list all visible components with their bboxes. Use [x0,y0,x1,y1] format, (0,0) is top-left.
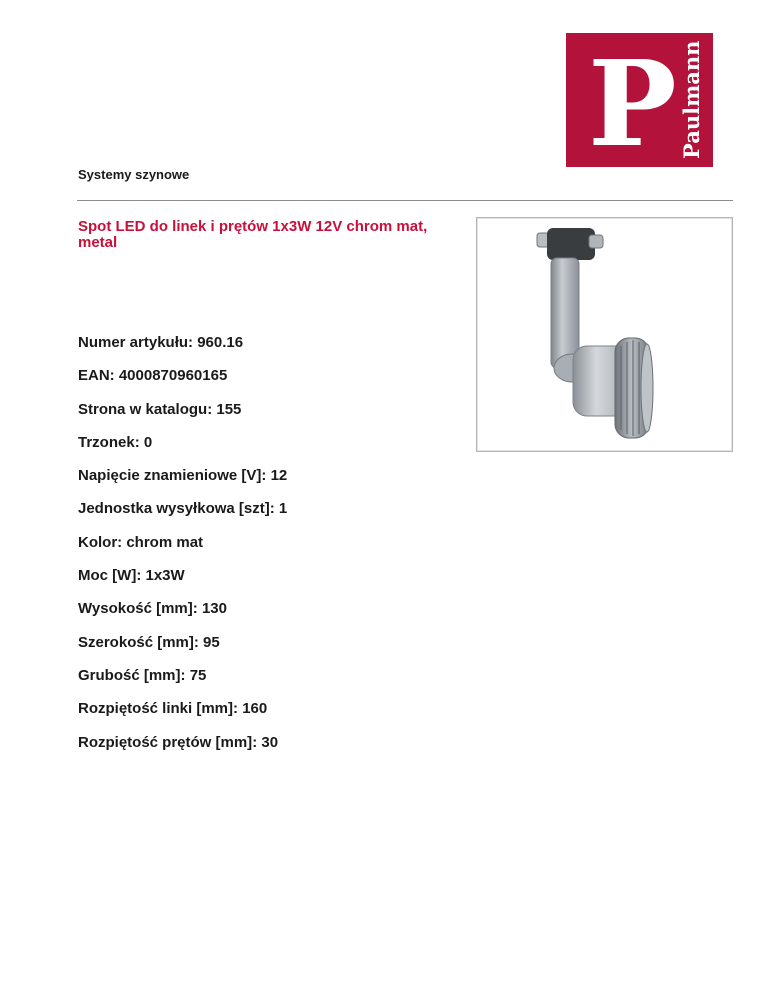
spec-value: chrom mat [126,533,204,551]
logo-wordmark: Paulmann [679,40,704,159]
product-title: Spot LED do linek i prętów 1x3W 12V chrom mat, metal [78,218,428,251]
spec-row [78,400,287,433]
spec-value: 95 [203,633,220,651]
product-photo [476,217,733,452]
spec-value: 12 [270,467,288,485]
spec-value: 155 [216,400,242,418]
category-title: Systemy szynowe [78,167,190,182]
spec-label: Strona w katalogu [78,400,208,418]
spec-separator: : [188,334,198,351]
spec-value: 75 [189,666,207,684]
spec-label: Grubość [mm] [78,666,181,684]
spec-separator: : [193,633,204,651]
header-divider [77,200,733,201]
spec-separator: : [117,533,127,551]
spec-label: Moc [W] [78,567,137,585]
spec-label: EAN [78,367,110,385]
spec-row [78,499,287,532]
spec-value: 130 [201,600,227,618]
spec-row [78,533,287,566]
spec-separator: : [134,433,144,451]
spotlight-product-photo [477,218,732,451]
spec-label: Napięcie znamieniowe [V] [78,467,262,485]
paulmann-logo [566,33,713,167]
spec-label: Trzonek [78,433,135,451]
spec-row [78,433,287,466]
spec-separator: : [180,666,190,684]
spec-label: Szerokość [mm] [78,633,194,651]
spec-separator: : [109,367,119,385]
spec-row [78,366,287,399]
spec-label: Kolor [78,533,118,551]
spec-list [78,333,287,766]
spec-label: Numer artykułu [78,334,189,351]
spec-row [78,733,287,766]
spec-label: Rozpiętość prętów [mm] [78,733,253,751]
spec-value: 1 [278,500,288,518]
spec-value: 4000870960165 [118,367,228,385]
spec-row [78,699,287,732]
spec-row [78,633,287,666]
spec-value: 960.16 [197,334,244,351]
spec-separator: : [207,400,217,418]
spec-separator: : [233,700,243,718]
spec-row [78,599,287,632]
logo-letter: P [588,34,677,167]
spec-separator: : [261,467,271,485]
spec-value: 30 [261,733,279,751]
spec-value: 0 [143,433,153,451]
spec-value: 160 [242,700,268,718]
spec-row [78,466,287,499]
spec-label: Jednostka wysyłkowa [szt] [78,500,270,518]
spec-row [78,333,287,366]
spec-row [78,666,287,699]
spec-row [78,566,287,599]
spec-label: Wysokość [mm] [78,600,193,618]
spec-value: 1x3W [145,567,185,585]
spec-separator: : [192,600,202,618]
spec-separator: : [252,733,262,751]
spec-separator: : [136,567,146,585]
spec-separator: : [269,500,279,518]
spec-label: Rozpiętość linki [mm] [78,700,234,718]
